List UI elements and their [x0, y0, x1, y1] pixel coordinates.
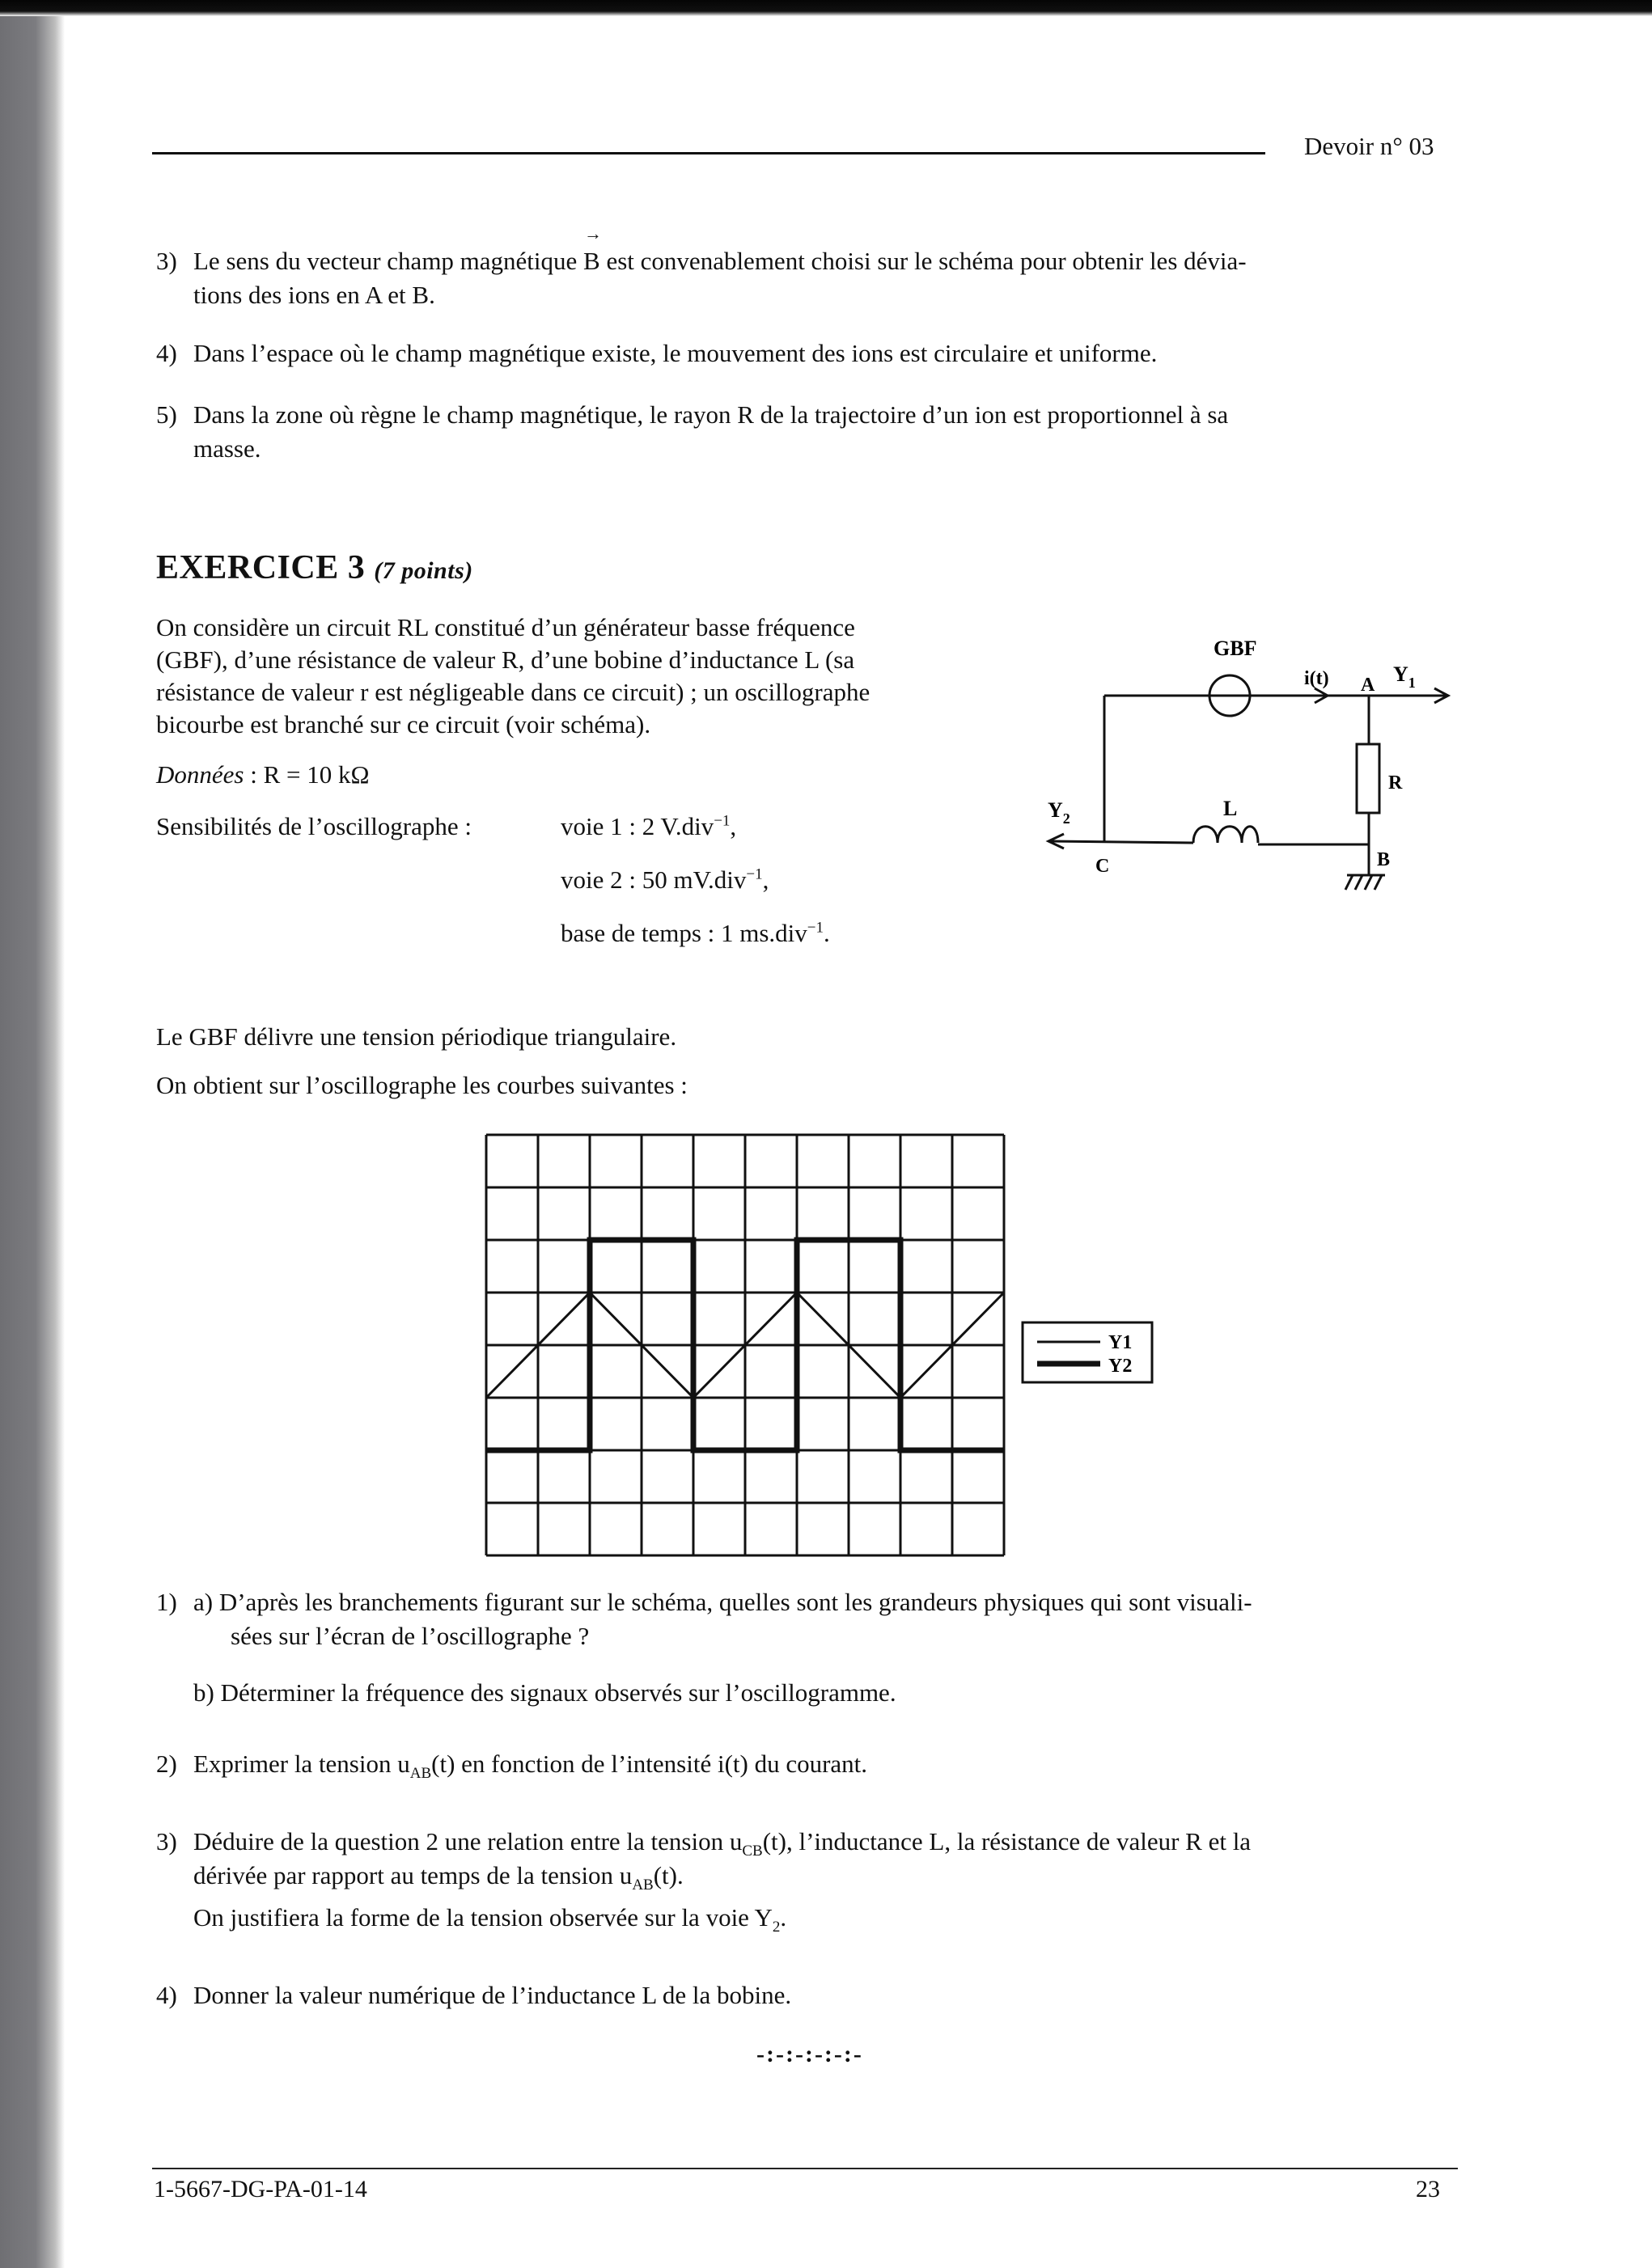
base-de-temps: base de temps : 1 ms.div$^{-1}$.	[561, 919, 830, 947]
y2-label: $Y_2$	[1048, 798, 1070, 827]
current-label: i(t)	[1304, 668, 1329, 689]
exercise-title: EXERCICE 3 (7 points)	[156, 549, 473, 586]
node-a-label: A	[1361, 675, 1375, 696]
voie-2: voie 2 : 50 mV.div$^{-1}$,	[561, 865, 769, 894]
footer-code: 1-5667-DG-PA-01-14	[154, 2176, 367, 2202]
circuit-diagram	[1019, 615, 1472, 922]
voie-1: voie 1 : 2 V.div$^{-1}$,	[561, 812, 737, 840]
item-3: 3) Le sens du vecteur champ magnétique → B est convenablement choisi sur le schéma pour obtenir les dévia- tions des ions en A et B.	[156, 223, 1247, 309]
item-4: 4) Dans l’espace où le champ magnétique existe, le mouvement des ions est circulaire et uniforme.	[156, 339, 1158, 367]
item-5: 5) Dans la zone où règne le champ magnétique, le rayon R de la trajectoire d’un ion est proportionnel à sa masse.	[156, 400, 1229, 463]
scan-shadow-left	[0, 0, 65, 2268]
end-separator: -:-:-:-:-:-	[756, 2041, 863, 2067]
oscillogram	[483, 1132, 1009, 1560]
question-3: 3) Déduire de la question 2 une relation entre la tension $u_{CB}(t)$, l’inductance L, la résistance de valeur R et la dérivée par rapport au temps de la tension $u_{AB}(t)$. On justifiera la forme de la tension observée sur la voie $Y_2$.	[156, 1827, 1252, 1936]
inductor-label: L	[1223, 797, 1238, 820]
question-2: 2) Exprimer la tension $u_{AB}(t)$ en fonction de l’intensité i(t) du courant.	[156, 1750, 868, 1783]
legend-y1-label: Y1	[1108, 1332, 1133, 1353]
vector-b: → B	[583, 223, 603, 275]
oscillogram-legend	[1021, 1321, 1155, 1386]
scan-shadow-top	[0, 0, 1652, 16]
header-rule	[152, 152, 1265, 154]
page-number: 23	[1416, 2176, 1440, 2202]
gbf-text: Le GBF délivre une tension périodique triangulaire.	[156, 1022, 677, 1051]
exercise-intro: On considère un circuit RL constitué d’un générateur basse fréquence (GBF), d’une résistance de valeur R, d’une bobine d’inductance L (sa résistance de valeur r est négligeable dans ce circuit) ; un oscillographe bicourbe est branché sur ce circuit (voir schéma).	[156, 613, 870, 738]
sensibilites-label: Sensibilités de l’oscillographe :	[156, 812, 472, 840]
resistor-label: R	[1388, 772, 1403, 793]
donnees: Données : R = 10 kΩ	[156, 760, 370, 789]
node-c-label: C	[1095, 856, 1110, 877]
exercise-points: (7 points)	[374, 557, 473, 584]
obtient-text: On obtient sur l’oscillographe les courbes suivantes :	[156, 1071, 688, 1099]
node-b-label: B	[1377, 849, 1391, 870]
gbf-label: GBF	[1214, 637, 1257, 660]
question-4: 4) Donner la valeur numérique de l’inductance L de la bobine.	[156, 1981, 792, 2009]
question-1a: 1) a) D’après les branchements figurant sur le schéma, quelles sont les grandeurs physiques qui sont visuali- sées sur l’écran de l’oscillographe ?	[156, 1588, 1252, 1650]
page-header-title: Devoir n° 03	[1304, 132, 1434, 160]
vector-arrow-icon: →	[584, 223, 603, 243]
y1-label: $Y_1$	[1393, 662, 1416, 691]
question-1b: b) Déterminer la fréquence des signaux observés sur l’oscillogramme.	[193, 1678, 896, 1707]
footer-rule	[152, 2168, 1458, 2169]
legend-y2-label: Y2	[1108, 1356, 1133, 1377]
